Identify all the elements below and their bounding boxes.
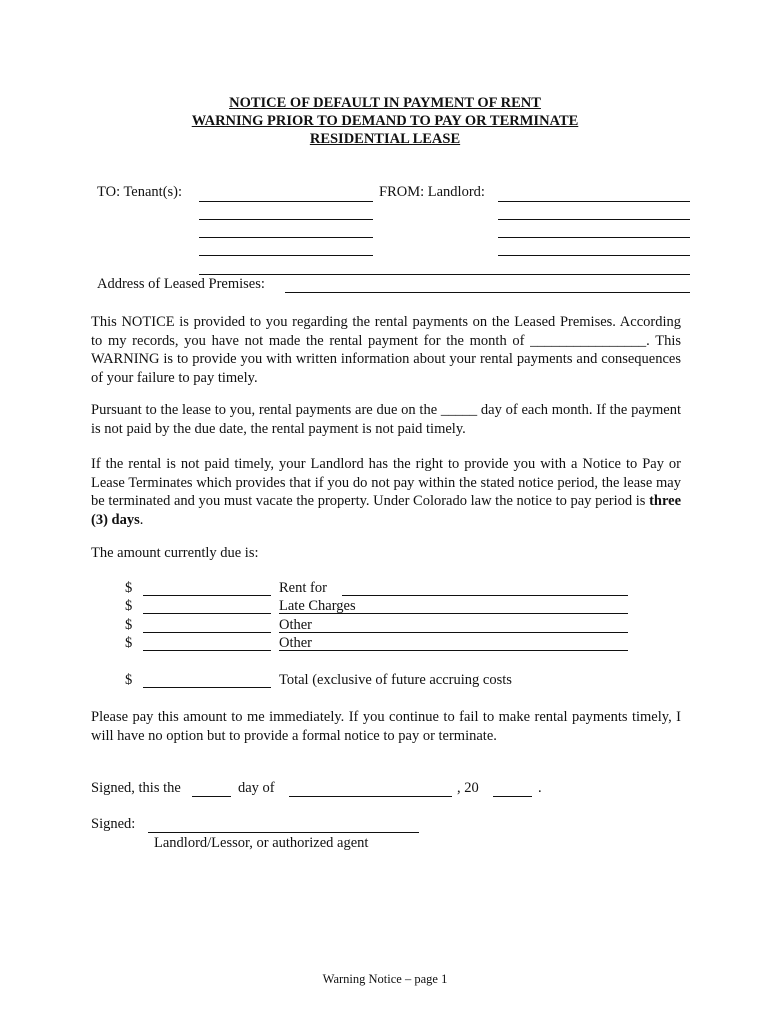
landlord-name-line-4[interactable] (498, 255, 690, 256)
signed-this-label: Signed, this the (91, 780, 181, 796)
tenant-name-line-4[interactable] (199, 255, 373, 256)
dollar-sign: $ (125, 635, 133, 651)
amount-label-other-1: Other (279, 617, 313, 633)
paragraph-notice-text-b: . This WARNING is to provide you with written information about your rental payments and consequences of your failure to pay timely. (91, 332, 681, 386)
late-charges-line[interactable] (279, 613, 628, 614)
title-line-3: RESIDENTIAL LEASE (309, 131, 461, 147)
dollar-sign: $ (125, 580, 133, 596)
paragraph-due-date-text-b: day of each month. If the payment is not paid by the due date, the rental payment is not paid timely. (91, 402, 682, 437)
signature-line[interactable] (148, 832, 419, 833)
landlord-label: FROM: Landlord: (379, 184, 485, 200)
paragraph-due-date (91, 401, 681, 438)
tenant-name-line-2[interactable] (199, 219, 373, 220)
other-1-line[interactable] (279, 632, 628, 633)
paragraph-pay-request: Please pay this amount to me immediately. If you continue to fail to make rental payments timely, I will have no option but to provide a formal notice to pay or terminate. (91, 709, 681, 744)
paragraph-rights (91, 455, 681, 529)
signed-month-line[interactable] (289, 796, 452, 797)
amount-label-total: Total (exclusive of future accruing costs (279, 672, 512, 688)
tenant-name-line-1[interactable] (199, 201, 373, 202)
amount-label-rent: Rent for (279, 580, 327, 596)
title-line-2: WARNING PRIOR TO DEMAND TO PAY OR TERMINATE (191, 113, 579, 129)
landlord-name-line-1[interactable] (498, 201, 690, 202)
rent-for-line[interactable] (342, 595, 628, 596)
amount-line-other-1[interactable] (143, 632, 271, 633)
dollar-sign: $ (125, 617, 133, 633)
paragraph-notice-text-a: This NOTICE is provided to you regarding the rental payments on the Leased Premises. According to my records, you have not made the rental payment for the month of (91, 314, 681, 349)
dollar-sign: $ (125, 672, 133, 688)
dollar-sign: $ (125, 598, 133, 614)
signed-period: . (538, 780, 542, 796)
signed-day-line[interactable] (192, 796, 231, 797)
amount-label-other-2: Other (279, 635, 313, 651)
tenant-label: TO: Tenant(s): (97, 184, 183, 200)
amount-line-total[interactable] (143, 687, 271, 688)
signed-label: Signed: (91, 816, 136, 832)
address-label: Address of Leased Premises: (97, 276, 265, 292)
tenant-name-line-3[interactable] (199, 237, 373, 238)
amount-label-late: Late Charges (279, 598, 356, 614)
amount-line-rent[interactable] (143, 595, 271, 596)
paragraph-rights-text: If the rental is not paid timely, your Landlord has the right to provide you with a Notice to Pay or Lease Terminates which provides that if you do not pay within the stated notice period, the lease may be terminated and you must vacate the property. Under Colorado law the notice to pay period is (91, 456, 681, 509)
due-day-blank[interactable]: _____ (440, 402, 478, 418)
paragraph-due-date-text-a: Pursuant to the lease to you, rental payments are due on the (91, 402, 438, 418)
paragraph-rights-end: . (139, 511, 144, 528)
paragraph-notice (91, 313, 681, 387)
title-line-1: NOTICE OF DEFAULT IN PAYMENT OF RENT (229, 95, 541, 111)
day-of-label: day of (238, 780, 275, 796)
landlord-name-line-3[interactable] (498, 237, 690, 238)
amount-intro: The amount currently due is: (91, 545, 259, 561)
year-prefix: , 20 (457, 780, 479, 796)
amount-line-late[interactable] (143, 613, 271, 614)
address-line-1[interactable] (199, 274, 690, 275)
signed-year-line[interactable] (493, 796, 532, 797)
signer-caption: Landlord/Lessor, or authorized agent (154, 835, 369, 851)
page-footer: Warning Notice – page 1 (322, 972, 448, 986)
other-2-line[interactable] (279, 650, 628, 651)
notice-period-bold: three (3) days (91, 493, 682, 528)
address-line-2[interactable] (285, 292, 690, 293)
amount-line-other-2[interactable] (143, 650, 271, 651)
landlord-name-line-2[interactable] (498, 219, 690, 220)
month-blank[interactable]: ________________ (530, 332, 647, 349)
